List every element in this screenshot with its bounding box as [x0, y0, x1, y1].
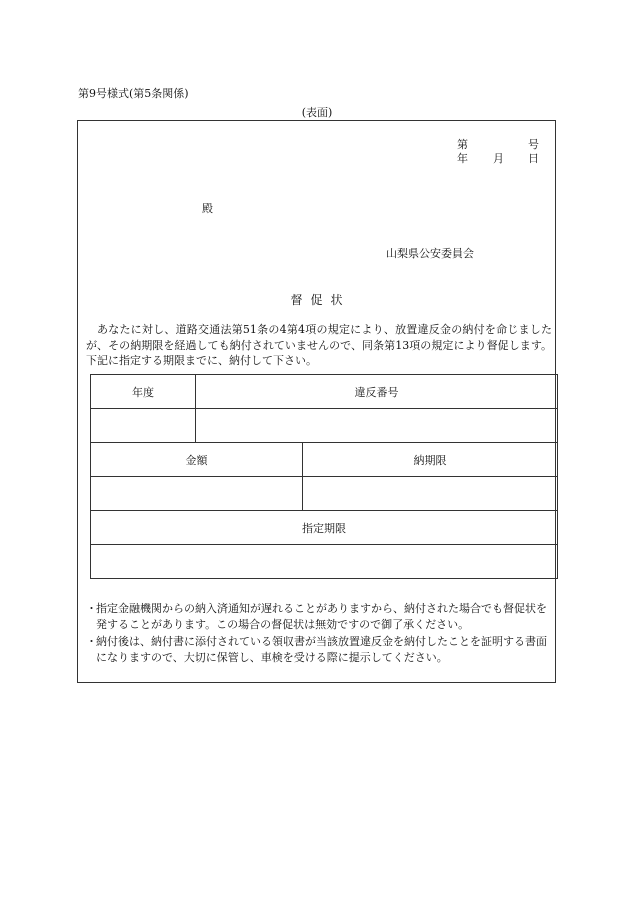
- amount-value: [91, 477, 303, 511]
- form-number: 第9号様式(第5条関係): [78, 87, 189, 100]
- designated-deadline-header: 指定期限: [91, 511, 558, 545]
- table-row: [91, 477, 558, 511]
- note-bullet: ・: [86, 602, 97, 615]
- designated-deadline-value: [91, 545, 558, 579]
- violation-number-header: 違反番号: [196, 375, 558, 409]
- note-text: 指定金融機関からの納入済通知が遅れることがありますから、納付された場合でも督促状を発することがあります。この場合の督促状は無効ですので御了承ください。: [96, 602, 547, 631]
- table-row: [91, 511, 558, 545]
- table-row: [91, 545, 558, 579]
- year-label: 年: [457, 152, 468, 165]
- note-item: [86, 634, 552, 665]
- notice-frame: [77, 120, 556, 683]
- document-number-date: [457, 138, 539, 166]
- side-label: (表面): [301, 106, 333, 119]
- table-row: [91, 443, 558, 477]
- amount-header: 金額: [91, 443, 303, 477]
- number-prefix: 第: [457, 138, 468, 151]
- issuer-name: 山梨県公安委員会: [386, 247, 474, 260]
- fiscal-year-header: 年度: [91, 375, 196, 409]
- note-bullet: ・: [86, 635, 97, 648]
- document-number-row: [457, 138, 539, 152]
- fiscal-year-value: [91, 409, 196, 443]
- month-label: 月: [493, 152, 504, 165]
- document-title: 督促状: [290, 293, 351, 307]
- number-suffix: 号: [528, 138, 539, 151]
- due-date-value: [303, 477, 558, 511]
- violation-number-value: [196, 409, 558, 443]
- day-label: 日: [528, 152, 539, 165]
- notice-body: あなたに対し、道路交通法第51条の4第4項の規定により、放置違反金の納付を命じましたが、その納期限を経過しても納付されていませんので、同条第13項の規定により督促します。下記に指定する期限までに、納付して下さい。: [86, 323, 552, 367]
- table-row: [91, 409, 558, 443]
- issue-date-row: [457, 152, 539, 166]
- notes-list: [86, 601, 552, 667]
- table-row: [91, 375, 558, 409]
- note-text: 納付後は、納付書に添付されている領収書が当該放置違反金を納付したことを証明する書面になりますので、大切に保管し、車検を受ける際に提示してください。: [96, 635, 547, 664]
- due-date-header: 納期限: [303, 443, 558, 477]
- addressee-suffix: 殿: [202, 202, 213, 215]
- notice-table: [90, 374, 558, 579]
- note-item: [86, 601, 552, 632]
